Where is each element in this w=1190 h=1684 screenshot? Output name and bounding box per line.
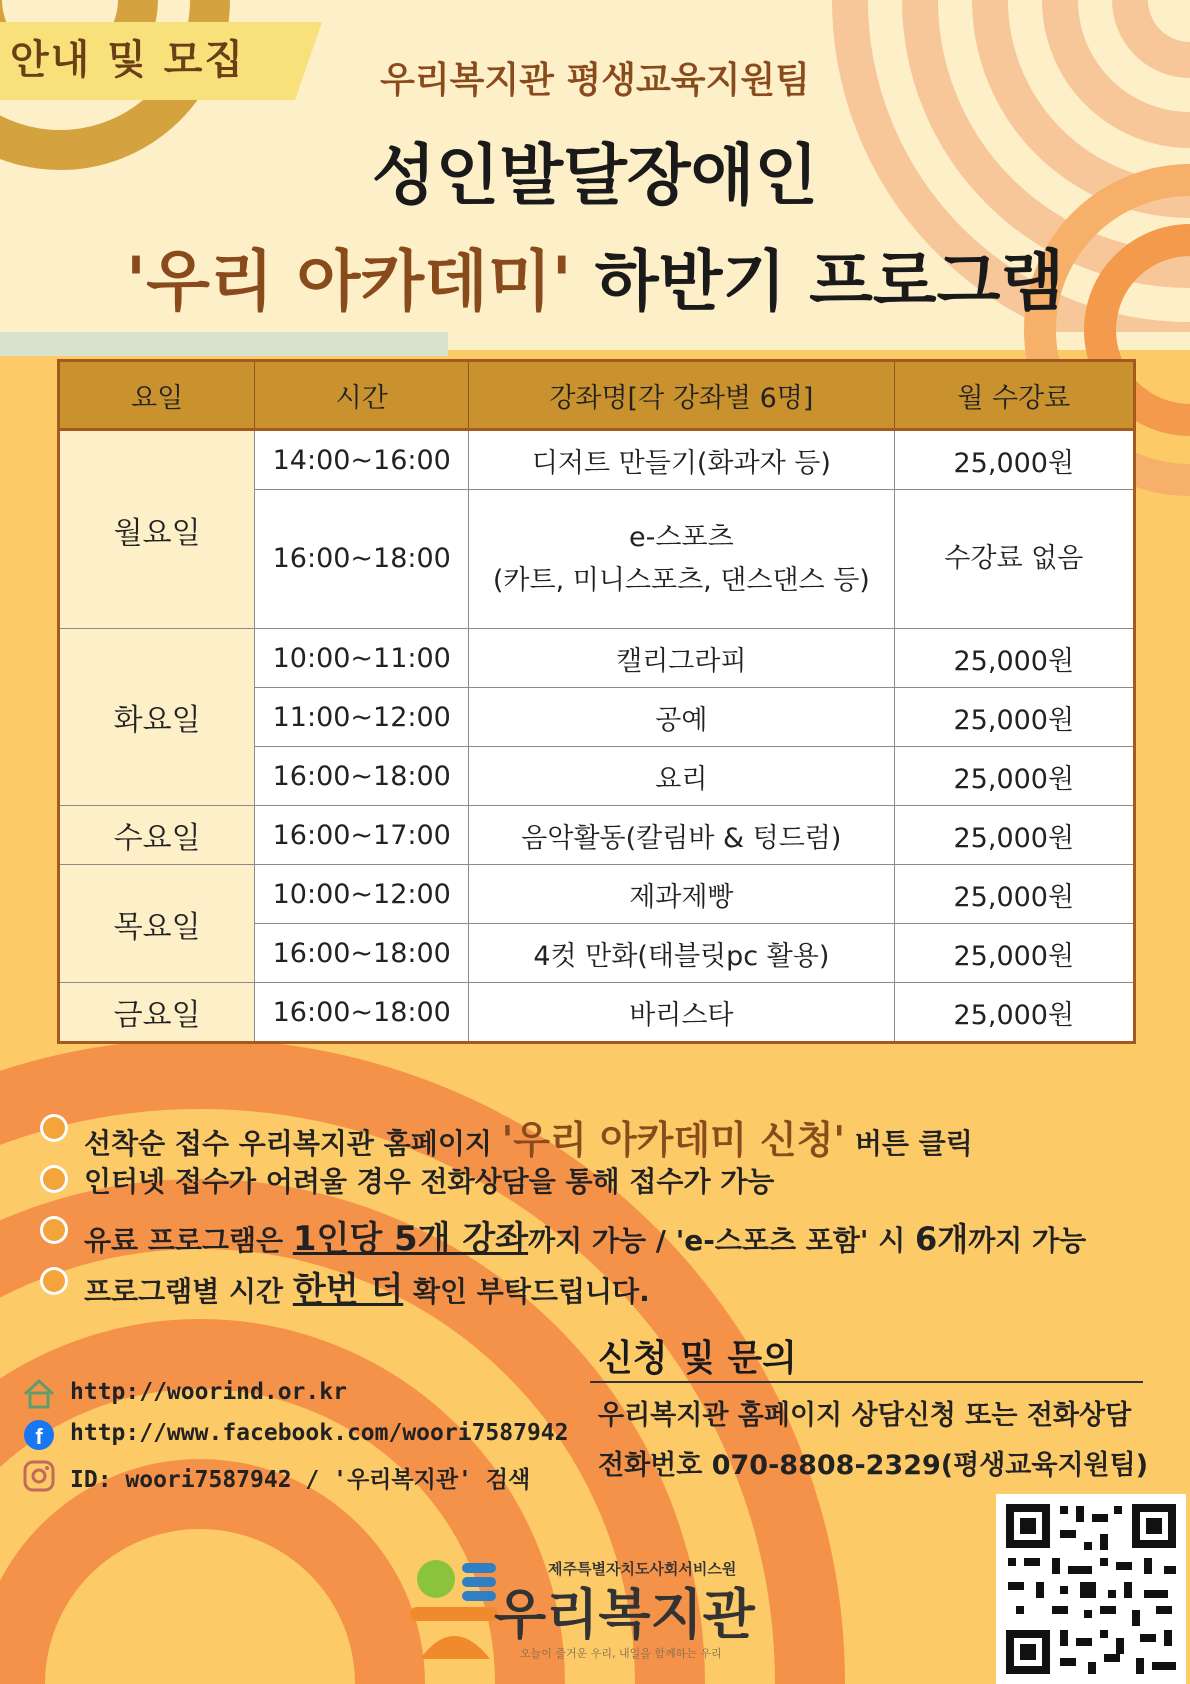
website-link[interactable]: http://woorind.or.kr <box>70 1379 347 1405</box>
course-cell: 캘리그라피 <box>469 629 894 688</box>
table-header-row <box>59 361 1135 430</box>
header-course: 강좌명[각 강좌별 6명] <box>469 361 894 430</box>
course-cell: 4컷 만화(태블릿pc 활용) <box>469 924 894 983</box>
course-cell <box>469 490 894 629</box>
bullet-dot-icon <box>40 1114 68 1142</box>
logo-name: 우리복지관 <box>494 1583 755 1646</box>
table-row <box>59 629 1135 688</box>
notice-highlight: '우리 아카데미 신청' <box>501 1118 846 1162</box>
course-cell: 음악활동(칼림바 & 텅드럼) <box>469 806 894 865</box>
notice-part: 유료 프로그램은 <box>84 1224 293 1257</box>
time-cell: 16:00~17:00 <box>255 806 469 865</box>
logo-slogan: 오늘이 즐거운 우리, 내일을 함께하는 우리 <box>520 1647 722 1660</box>
course-cell: 공예 <box>469 688 894 747</box>
inquiry-divider <box>590 1381 1143 1383</box>
notice-part: 선착순 접수 우리복지관 홈페이지 <box>84 1127 502 1160</box>
notice-part: 버튼 클릭 <box>845 1127 973 1160</box>
header-day: 요일 <box>59 361 255 430</box>
inquiry-phone: 전화번호 070-8808-2329(평생교육지원팀) <box>598 1450 1149 1481</box>
fee-cell: 25,000원 <box>894 688 1134 747</box>
title-line-2 <box>0 228 1190 323</box>
notice-item <box>40 1207 1170 1258</box>
badge-label: 안내 및 모집 <box>10 37 246 83</box>
schedule-table <box>57 359 1136 1044</box>
time-cell: 10:00~11:00 <box>255 629 469 688</box>
header-time: 시간 <box>255 361 469 430</box>
course-cell: 요리 <box>469 747 894 806</box>
logo-org-name: 제주특별자치도사회서비스원 <box>548 1560 737 1578</box>
day-cell: 월요일 <box>59 430 255 629</box>
time-cell: 11:00~12:00 <box>255 688 469 747</box>
notice-list <box>40 1105 1170 1309</box>
notice-item <box>40 1258 1170 1309</box>
notice-text <box>84 1262 650 1311</box>
notice-part: 프로그램별 시간 <box>84 1275 293 1308</box>
notice-highlight: 6개 <box>915 1220 969 1258</box>
table-row <box>59 865 1135 924</box>
day-cell: 목요일 <box>59 865 255 983</box>
time-cell: 10:00~12:00 <box>255 865 469 924</box>
course-cell: 바리스타 <box>469 983 894 1043</box>
svg-text:f: f <box>35 1424 43 1449</box>
fee-cell: 수강료 없음 <box>894 490 1134 629</box>
qr-code-icon <box>996 1494 1186 1684</box>
time-cell: 16:00~18:00 <box>255 490 469 629</box>
time-cell: 16:00~18:00 <box>255 924 469 983</box>
time-cell: 14:00~16:00 <box>255 430 469 490</box>
notice-part: 확인 부탁드립니다. <box>403 1275 650 1308</box>
fee-cell: 25,000원 <box>894 430 1134 490</box>
home-icon <box>22 1377 56 1411</box>
course-detail: (카트, 미니스포츠, 댄스댄스 등) <box>492 565 870 596</box>
course-cell: 디저트 만들기(화과자 등) <box>469 430 894 490</box>
notice-text <box>84 1211 1086 1260</box>
bullet-dot-icon <box>40 1216 68 1244</box>
table-row <box>59 430 1135 490</box>
notice-highlight: 한번 더 <box>292 1270 404 1310</box>
notice-item <box>40 1105 1170 1162</box>
title-rest: 하반기 프로그램 <box>571 243 1065 320</box>
title-line-1: 성인발달장애인 <box>371 137 819 214</box>
time-cell: 16:00~18:00 <box>255 983 469 1043</box>
fee-cell: 25,000원 <box>894 747 1134 806</box>
notice-text: 인터넷 접수가 어려울 경우 전화상담을 통해 접수가 가능 <box>84 1165 775 1198</box>
facebook-icon <box>22 1418 56 1452</box>
course-cell: 제과제빵 <box>469 865 894 924</box>
inquiry-heading: 신청 및 문의 <box>598 1338 797 1379</box>
day-cell: 화요일 <box>59 629 255 806</box>
header-fee: 월 수강료 <box>894 361 1134 430</box>
fee-cell: 25,000원 <box>894 806 1134 865</box>
notice-part: 까지 가능 <box>968 1224 1087 1257</box>
notice-highlight: 1인당 5개 강좌 <box>292 1219 529 1259</box>
bullet-dot-icon <box>40 1165 68 1193</box>
instagram-icon <box>22 1459 56 1493</box>
notice-item <box>40 1156 1170 1207</box>
instagram-id: ID: woori7587942 / '우리복지관' 검색 <box>70 1467 531 1493</box>
table-row <box>59 806 1135 865</box>
time-cell: 16:00~18:00 <box>255 747 469 806</box>
fee-cell: 25,000원 <box>894 865 1134 924</box>
fee-cell: 25,000원 <box>894 924 1134 983</box>
notice-part: 까지 가능 / 'e-스포츠 포함' 시 <box>528 1224 916 1257</box>
inquiry-method: 우리복지관 홈페이지 상담신청 또는 전화상담 <box>598 1400 1132 1431</box>
fee-cell: 25,000원 <box>894 983 1134 1043</box>
course-name: e-스포츠 <box>629 521 734 553</box>
day-cell: 수요일 <box>59 806 255 865</box>
table-row <box>59 983 1135 1043</box>
facebook-link[interactable]: http://www.facebook.com/woori7587942 <box>70 1420 569 1446</box>
title-highlight: '우리 아카데미' <box>125 243 572 320</box>
bullet-dot-icon <box>40 1267 68 1295</box>
fee-cell: 25,000원 <box>894 629 1134 688</box>
team-subtitle: 우리복지관 평생교육지원팀 <box>380 60 810 101</box>
day-cell: 금요일 <box>59 983 255 1043</box>
